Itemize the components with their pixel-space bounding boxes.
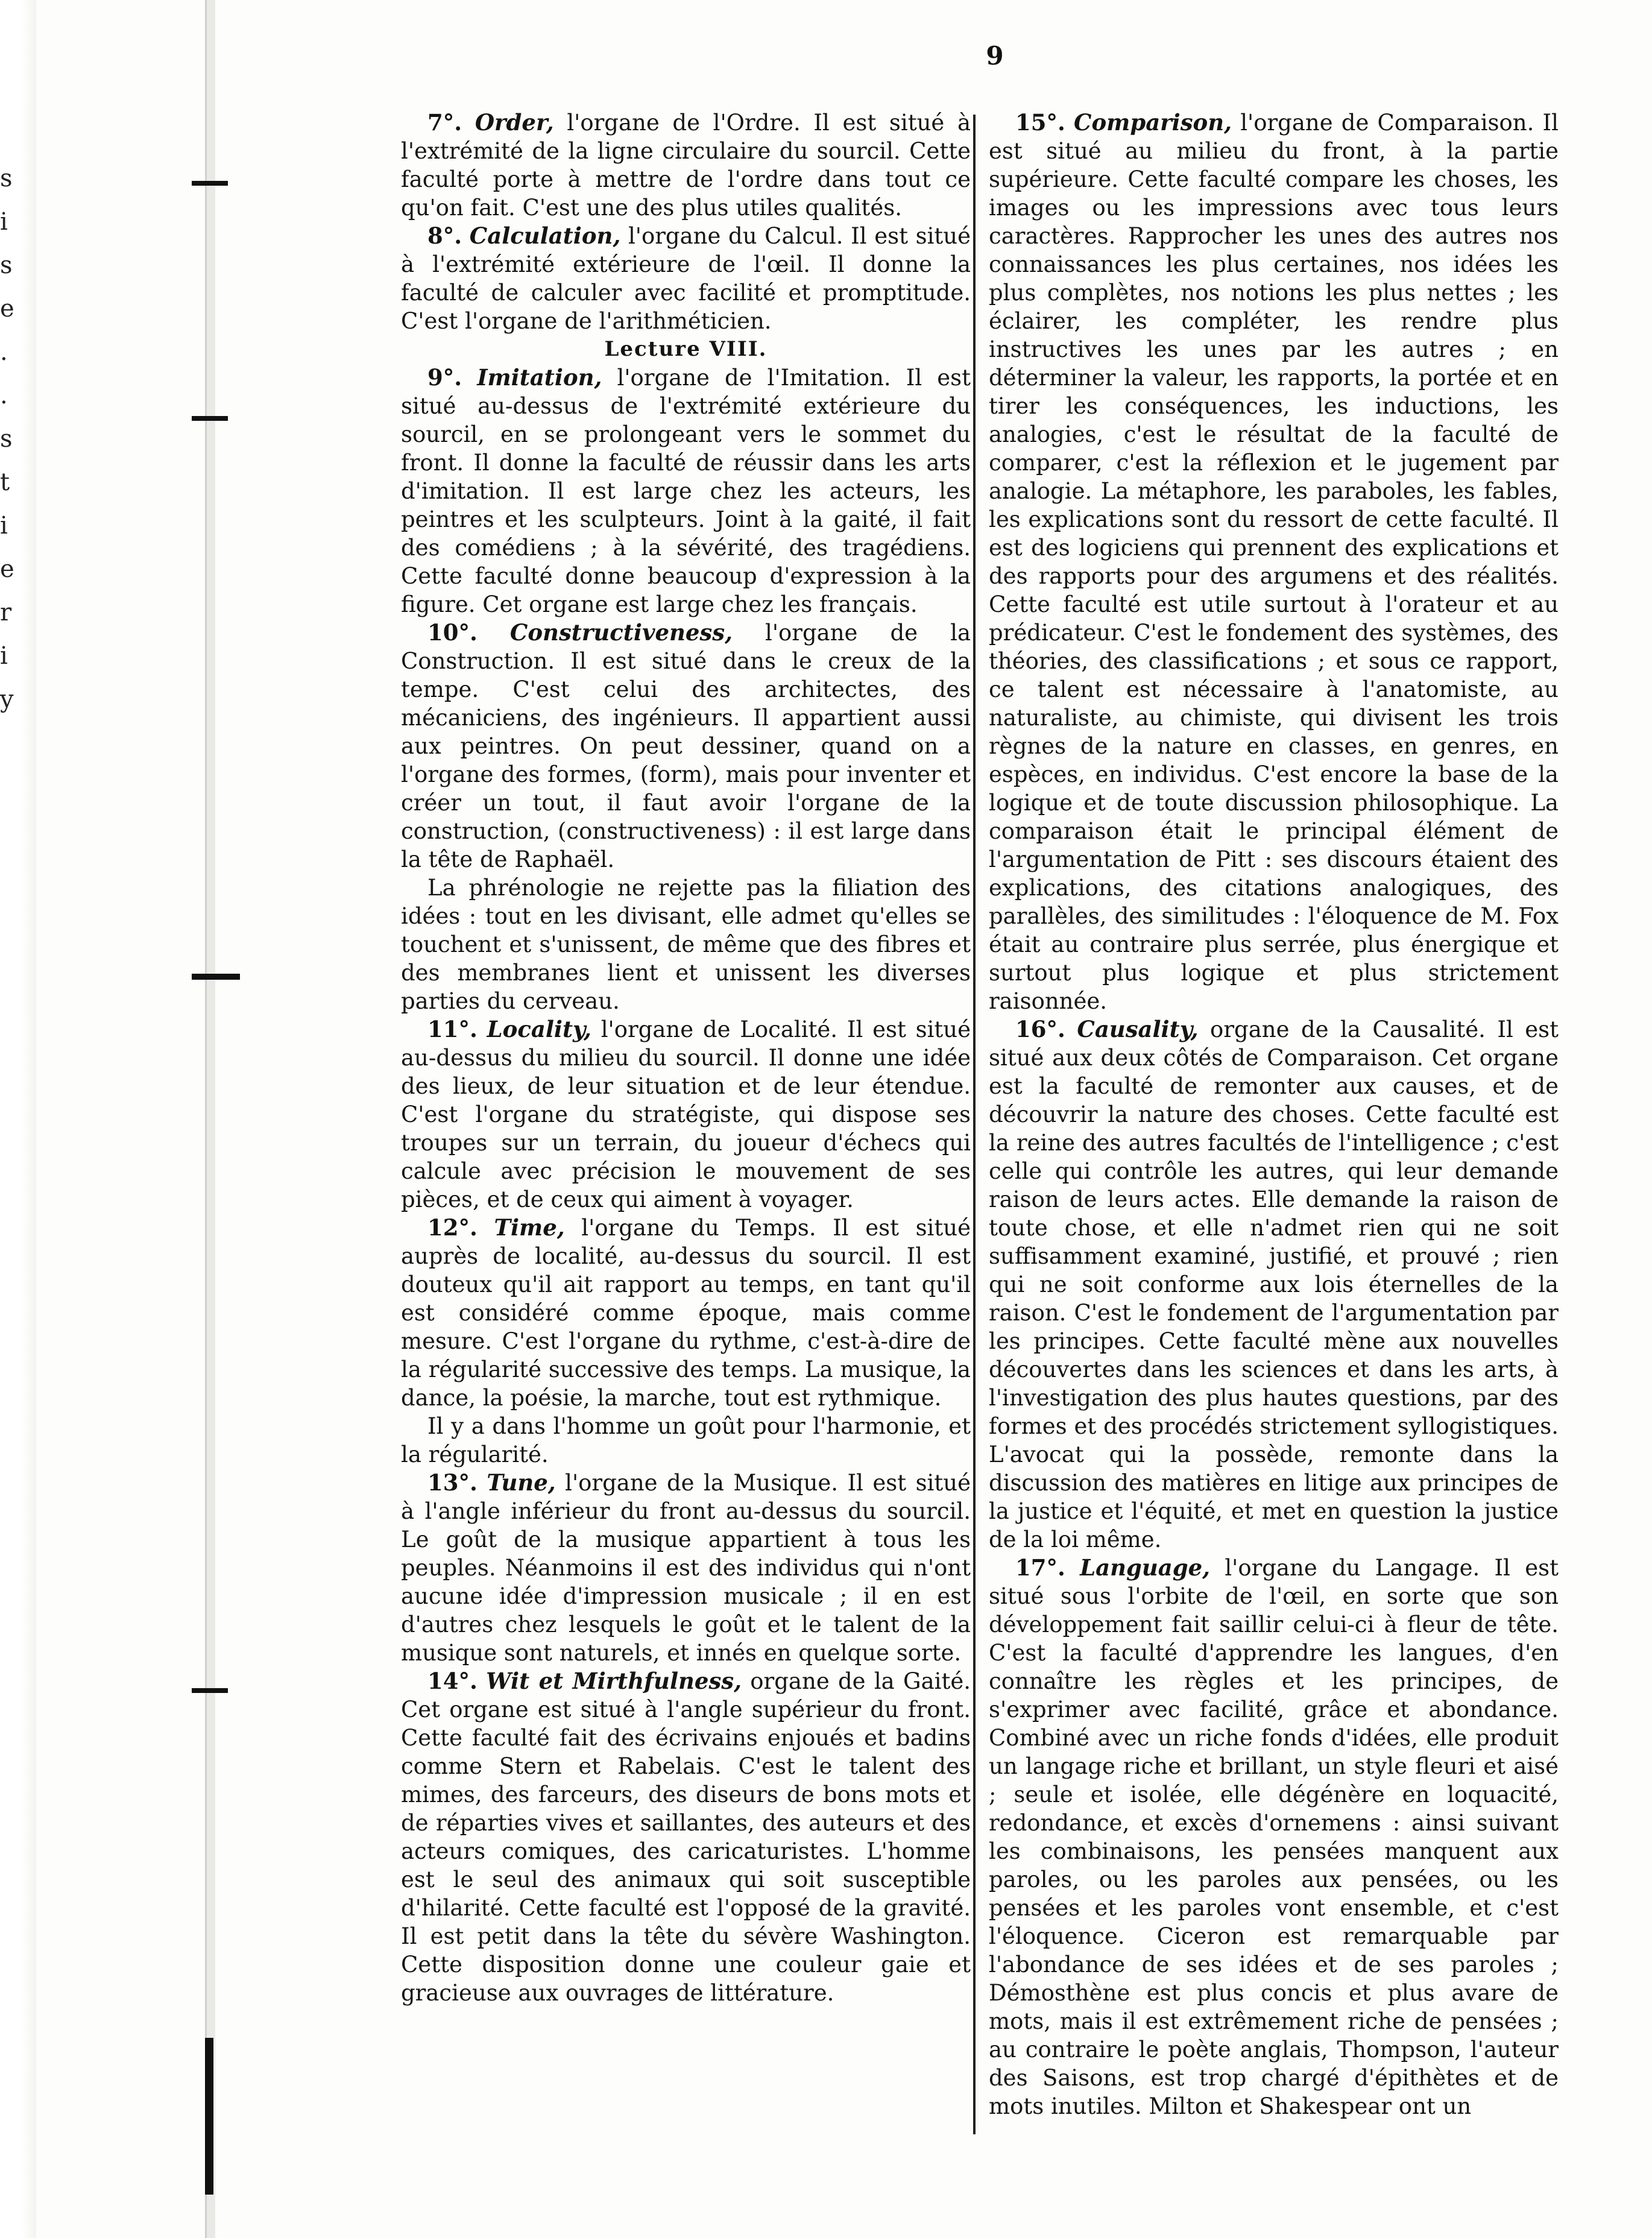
faculty-number: 17°. (1015, 1554, 1065, 1581)
faculty-term: Calculation, (469, 222, 621, 249)
left-margin (0, 0, 36, 2238)
faculty-number: 11°. (427, 1016, 478, 1042)
gutter-letter: s (0, 425, 13, 453)
faculty-number: 15°. (1015, 109, 1065, 136)
gutter-letter: . (0, 338, 8, 366)
binding-mark (192, 416, 228, 421)
gutter-letter: r (0, 599, 12, 626)
left-column (401, 109, 971, 2146)
gutter-letter: i (0, 512, 8, 540)
paragraph-text: l'organe de l'Imitation. Il est situé au-dessus de l'extrémité extérieure du sourcil, en se prolongeant vers le sommet du front. Il donne la faculté de réussir dans les arts d'imitation. Il est large chez les acteurs, les peintres et les sculpteurs. Joint à la gaité, il fait des comédiens ; à la sévérité, des tragédiens. Cette faculté donne beaucoup d'expression à la figure. Cet organe est large chez les français. (401, 365, 971, 617)
gutter-letters (0, 157, 24, 721)
paragraph-text: organe de la Gaité. Cet organe est situé à l'angle supérieur du front. Cette faculté fait des écrivains enjoués et badins comme Stern et Rabelais. C'est le talent des mimes, des farceurs, des diseurs de bons mots et de réparties vives et saillantes, des auteurs et des acteurs comiques, des caricaturistes. L'homme est le seul des animaux qui soit susceptible d'hilarité. Cette faculté est l'opposé de la gravité. Il est petit dans la tête du sévère Washington. Cette disposition donne une couleur gaie et gracieuse aux ouvrages de littérature. (401, 1668, 971, 2006)
paragraph (401, 619, 971, 874)
paragraph (401, 1469, 971, 1667)
gutter-letter: t (0, 468, 10, 496)
page-number: 9 (986, 41, 1004, 71)
gutter-letter: i (0, 642, 8, 670)
paragraph (401, 364, 971, 619)
paragraph (401, 1412, 971, 1469)
paragraph (401, 874, 971, 1015)
paragraph-text: organe de la Causalité. Il est situé aux deux côtés de Comparaison. Cet organe est la faculté de remonter aux causes, et de découvrir la nature des choses. Cette faculté est la reine des autres facultés de l'intelligence ; c'est celle qui contrôle les autres, qui leur demande raison de leurs actes. Elle demande la raison de toute chose, et elle n'admet rien qui ne soit suffisamment examiné, justifié, et prouvé ; rien qui ne soit conforme aux lois éternelles de la raison. C'est le fondement de l'argumentation par les principes. Cette faculté mène aux nouvelles découvertes dans les sciences et dans les arts, à l'investigation des plus hautes questions, par des formes et des procédés strictement syllogistiques. L'avocat qui la possède, remonte dans la discussion des matières en litige aux principes de la justice et l'équité, et met en question la justice de la loi même. (989, 1017, 1559, 1552)
faculty-term: Locality, (487, 1016, 591, 1042)
faculty-term: Wit et Mirthfulness, (486, 1668, 742, 1694)
faculty-term: Order, (474, 109, 554, 136)
paragraph-text: La phrénologie ne rejette pas la filiation des idées : tout en les divisant, elle admet qu'elles se touchent et s'unissent, de même que des fibres et des membranes lient et unissent les diverses parties du cerveau. (401, 875, 971, 1014)
faculty-number: 16°. (1015, 1016, 1065, 1042)
faculty-number: 12°. (427, 1214, 478, 1241)
paragraph-text: l'organe de la Musique. Il est situé à l'angle inférieur du front au-dessus du sourcil. Le goût de la musique appartient à tous les peuples. Néanmoins il est des individus qui n'ont aucune idée d'impression musicale ; il en est d'autres chez lesquels le goût et le talent de la musique sont naturels, et innés en quelque sorte. (401, 1470, 971, 1666)
binding-mark (192, 181, 228, 186)
faculty-term: Time, (494, 1214, 565, 1241)
paragraph (401, 1015, 971, 1214)
gutter-letter: . (0, 382, 8, 409)
gutter-letter: s (0, 251, 13, 279)
faculty-term: Causality, (1077, 1016, 1199, 1042)
paragraph-text: l'organe de Localité. Il est situé au-dessus du milieu du sourcil. Il donne une idée des lieux, de leur situation et de leur étendue. C'est l'organe du stratégiste, qui dispose ses troupes sur un terrain, du joueur d'échecs qui calcule avec précision le mouvement de ses pièces, et de ceux qui aiment à voyager. (401, 1017, 971, 1212)
gutter-letter: e (0, 295, 14, 323)
paragraph (401, 1667, 971, 2007)
binding-spine (205, 0, 215, 2238)
faculty-term: Tune, (487, 1469, 556, 1496)
binding-mark (192, 1688, 228, 1693)
paragraph-text: l'organe de la Construction. Il est situé dans le creux de la tempe. C'est celui des architectes, des mécaniciens, des ingénieurs. Il appartient aussi aux peintres. On peut dessiner, quand on a l'organe des formes, (form), mais pour inventer et créer un tout, il faut avoir l'organe de la construction, (constructiveness) : il est large dans la tête de Raphaël. (401, 620, 971, 872)
faculty-number: 13°. (427, 1469, 478, 1496)
paragraph (401, 222, 971, 335)
faculty-number: 7°. (427, 109, 462, 136)
faculty-number: 14°. (427, 1668, 478, 1694)
faculty-term: Constructiveness, (509, 619, 733, 646)
paragraph-text: Il y a dans l'homme un goût pour l'harmonie, et la régularité. (401, 1413, 971, 1467)
paragraph (401, 1214, 971, 1412)
faculty-number: 9°. (427, 364, 462, 391)
faculty-term: Comparison, (1074, 109, 1232, 136)
right-column (989, 109, 1559, 2146)
column-divider (973, 115, 976, 2134)
paragraph (401, 109, 971, 222)
binding-stain (205, 2038, 213, 2195)
paragraph-text: l'organe du Langage. Il est situé sous l'orbite de l'œil, en sorte que son développement fait saillir celui-ci à fleur de tête. C'est la faculté d'apprendre les langues, d'en connaître les règles et les principes, de s'exprimer avec facilité, grâce et abondance. Combiné avec un riche fonds d'idées, elle produit un langage riche et brillant, un style fleuri et aisé ; seule et isolée, elle dégénère en loquacité, redondance, et excès d'ornemens : ainsi suivant les combinaisons, les pensées manquent aux paroles, ou les paroles aux pensées, ou les pensées et les paroles vont ensemble, et c'est l'éloquence. Ciceron est remarquable par l'abondance de ses idées et de ses paroles ; Démosthène est plus concis et plus avare de mots, mais il est extrêmement riche de pensées ; au contraire le poète anglais, Thompson, l'auteur des Saisons, est trop chargé d'épithètes et de mots inutiles. Milton et Shakespear ont un (989, 1555, 1559, 2119)
binding-mark (192, 974, 240, 980)
gutter-letter: s (0, 165, 13, 192)
paragraph-text: l'organe de l'Ordre. Il est situé à l'extrémité de la ligne circulaire du sourcil. Cette faculté porte à mettre de l'ordre dans tout ce qu'on fait. C'est une des plus utiles qualités. (401, 110, 971, 221)
faculty-term: Imitation, (477, 364, 602, 391)
faculty-number: 8°. (427, 222, 462, 249)
gutter-letter: y (0, 686, 14, 713)
paragraph (989, 1015, 1559, 1554)
lecture-heading: Lecture VIII. (604, 337, 768, 361)
paragraph-text: l'organe du Calcul. Il est situé à l'extrémité extérieure de l'œil. Il donne la faculté de calculer avec facilité et promptitude. C'est l'organe de l'arithméticien. (401, 223, 971, 334)
faculty-number: 10°. (427, 619, 478, 646)
paragraph (989, 1554, 1559, 2120)
gutter-letter: e (0, 555, 14, 583)
gutter-letter: i (0, 208, 8, 236)
faculty-term: Language, (1080, 1554, 1211, 1581)
paragraph (989, 109, 1559, 1015)
paragraph-text: l'organe de Comparaison. Il est situé au milieu du front, à la partie supérieure. Cette faculté compare les choses, les images ou les impressions avec tous leurs caractères. Rapprocher les unes des autres nos connaissances les plus certaines, nos idées les plus complètes, nos notions les plus nettes ; les éclairer, les compléter, les rendre plus instructives les unes par les autres ; en déterminer la valeur, les rapports, la portée et en tirer les conséquences, les inductions, les analogies, c'est le résultat de la faculté de comparer, c'est la réflexion et le jugement par analogie. La métaphore, les paraboles, les fables, les explications sont du ressort de cette faculté. Il est des logiciens qui prennent des explications et des rapports pour des argumens et des réalités. Cette faculté est utile surtout à l'orateur et au prédicateur. C'est le fondement des systèmes, des théories, des classifications ; et sous ce rapport, ce talent est nécessaire à l'anatomiste, au naturaliste, au chimiste, qui divisent les trois règnes de la nature en classes, en genres, en espèces, en individus. C'est encore la base de la logique et de toute discussion philosophique. La comparaison était le principal élément de l'argumentation de Pitt : ses discours étaient des explications, des citations analogiques, des parallèles, des similitudes : l'éloquence de M. Fox était au contraire plus serrée, plus énergique et surtout plus logique et plus strictement raisonnée. (989, 110, 1559, 1014)
paragraph-text: l'organe du Temps. Il est situé auprès de localité, au-dessus du sourcil. Il est douteux qu'il ait rapport au temps, en tant qu'il est considéré comme époque, mais comme mesure. C'est l'organe du rythme, c'est-à-dire de la régularité successive des temps. La musique, la dance, la poésie, la marche, tout est rythmique. (401, 1215, 971, 1411)
